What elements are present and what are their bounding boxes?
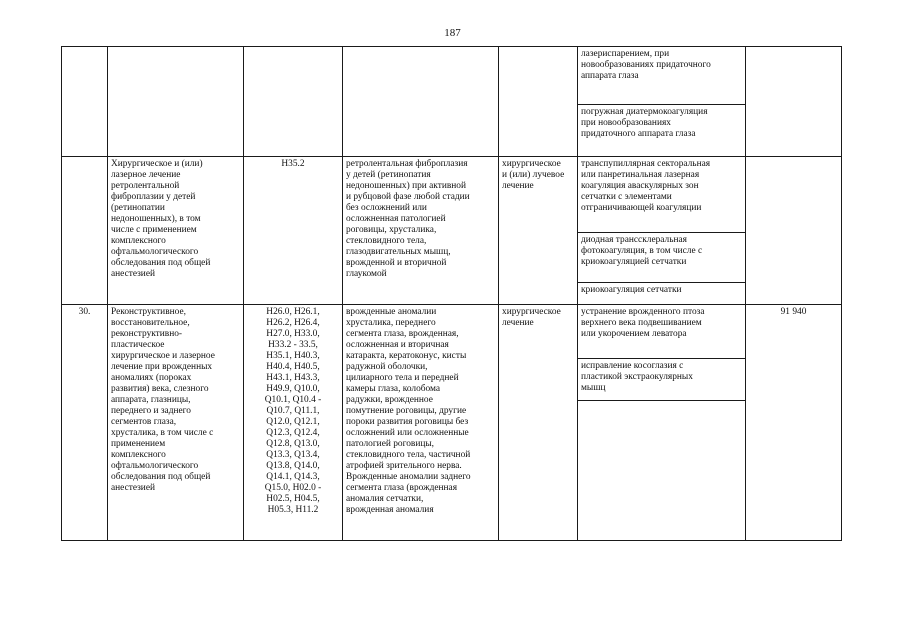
icd-code-cell [244,47,343,157]
icd-code-cell [244,157,343,305]
medical-care-table [61,46,842,541]
method-text: устранение врожденного птоза верхнего века подвешиванием или укорочением леватора [581,307,705,339]
method-cell [578,105,746,157]
method-text: транспупиллярная секторальная или панретинальная лазерная коагуляция аваскулярных зон сетчатки с элементами отграничивающей коагуляции [581,159,711,213]
norm-cell [746,47,842,157]
patient-model-cell [343,305,499,541]
row-number-cell [62,157,108,305]
patient-model-text: ретролентальная фиброплазия у детей (ретинопатия недоношенных) при активной и рубцовой фазе любой стадии без осложнений или осложненная патологией роговицы, хрусталика, стекловидного тела, глазодвигательных мышц, врожденной и вторичной глаукомой [346,159,470,279]
norm-value: 91 940 [780,307,807,317]
icd-code-text: H26.0, H26.1, H26.2, H26.4, H27.0, H33.0, H33.2 - 33.5, H35.1, H40.3, H40.4, H40.5, H43.1, H43.3, H49.9, Q10.0, Q10.1, Q10.4 - Q10.7, Q11.1, Q12.0, Q12.1, Q12.3, Q12.4, Q12.8, Q13.0, Q13.3, Q13.4, Q13.8, Q14.0, Q14.1, Q14.3, Q15.0, H02.0 - H02.5, H04.5, H05.3, H11.2 [264,307,322,515]
treatment-type-cell [499,47,578,157]
method-cell [578,233,746,283]
page-number: 187 [444,27,461,39]
method-cell [578,283,746,305]
care-name-cell [108,305,244,541]
norm-cell [746,157,842,305]
treatment-type-cell [499,157,578,305]
treatment-type-cell [499,305,578,541]
norm-cell [746,305,842,541]
table-row [62,305,842,359]
method-text: криокоагуляция сетчатки [581,285,682,295]
treatment-type-text: хирургическое и (или) лучевое лечение [502,159,565,191]
method-cell [578,305,746,359]
patient-model-cell [343,47,499,157]
method-text: исправление косоглазия с пластикой экстраокулярных мышц [581,361,693,393]
row-number-cell [62,47,108,157]
patient-model-cell [343,157,499,305]
care-name-cell [108,157,244,305]
method-text: лазериспарением, при новообразованиях придаточного аппарата глаза [581,49,711,81]
treatment-type-text: хирургическое лечение [502,307,561,328]
table-row [62,47,842,105]
method-text: погружная диатермокоагуляция при новообразованиях придаточного аппарата глаза [581,107,708,139]
table-row [62,157,842,233]
method-cell [578,359,746,401]
patient-model-text: врожденные аномалии хрусталика, переднего сегмента глаза, врожденная, осложненная и вторичная катаракта, кератоконус, кисты радужной оболочки, цилиарного тела и передней камеры глаза, колобома радужки, врожденное помутнение роговицы, другие пороки развития роговицы без осложнений или осложненные патологией роговицы, стекловидного тела, частичной атрофией зрительного нерва. Врожденные аномалии заднего сегмента глаза (врожденная аномалия сетчатки, врожденная аномалия [346,307,471,515]
icd-code-text: H35.2 [281,159,305,169]
care-name-text: Хирургическое и (или) лазерное лечение ретролентальной фиброплазии у детей (ретинопатии недоношенных), в том числе с применением комплексного офтальмологического обследования под общей анестезией [111,159,211,279]
row-number-cell [62,305,108,541]
icd-code-cell [244,305,343,541]
care-name-cell [108,47,244,157]
method-text: диодная транссклеральная фотокоагуляция, в том числе с криокоагуляцией сетчатки [581,235,703,267]
method-cell [578,157,746,233]
method-cell [578,47,746,105]
care-name-text: Реконструктивное, восстановительное, реконструктивно- пластическое хирургическое и лазерное лечение при врожденных аномалиях (пороках развития) века, слезного аппарата, глазницы, переднего и заднего сегментов глаза, хрусталика, в том числе с применением комплексного офтальмологического обследования под общей анестезией [111,307,215,493]
row-number-text: 30. [78,307,91,317]
method-cell [578,401,746,541]
